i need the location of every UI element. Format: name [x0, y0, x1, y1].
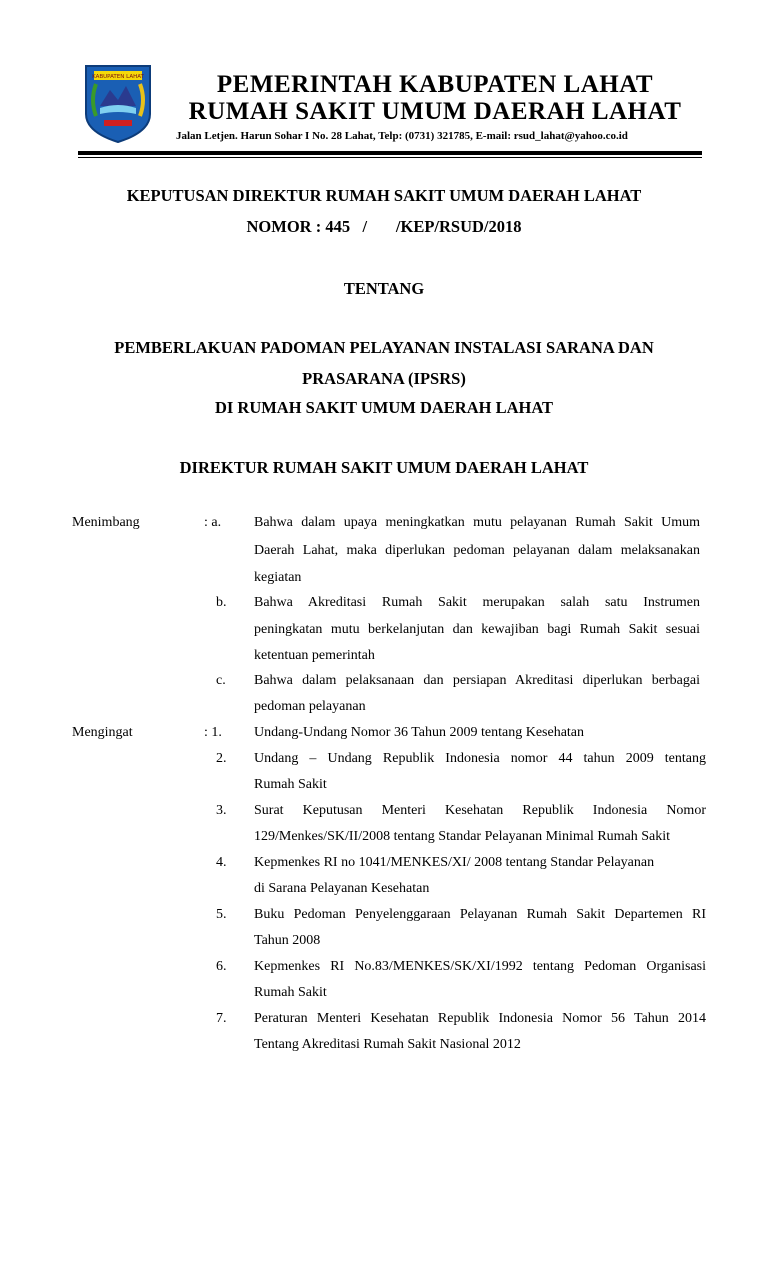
considering-b-line-3: ketentuan pemerintah: [254, 648, 375, 663]
recalling-5-line-2: Tahun 2008: [254, 933, 321, 948]
recalling-5-line-1: Buku Pedoman Penyelenggaraan Pelayanan Rumah Sakit Departemen RI: [254, 907, 706, 922]
decree-about: TENTANG: [343, 279, 425, 298]
considering-a-line-3: kegiatan: [254, 570, 302, 585]
decree-issuer: DIREKTUR RUMAH SAKIT UMUM DAERAH LAHAT: [179, 458, 589, 477]
government-name: PEMERINTAH KABUPATEN LAHAT: [216, 71, 654, 98]
recalling-label: Mengingat: [72, 725, 133, 740]
recalling-marker-1: : 1.: [204, 725, 222, 740]
hospital-address: Jalan Letjen. Harun Sohar I No. 28 Lahat, Telp: (0731) 321785, E-mail: rsud_lahat@yahoo.co.id: [176, 130, 628, 142]
recalling-6-line-1: Kepmenkes RI No.83/MENKES/SK/XI/1992 tentang Pedoman Organisasi: [254, 959, 706, 974]
decree-subject-line-2: PRASARANA (IPSRS): [302, 369, 466, 388]
recalling-marker-3: 3.: [216, 803, 227, 818]
decree-subject-line-1: PEMBERLAKUAN PADOMAN PELAYANAN INSTALASI SARANA DAN: [114, 338, 654, 357]
recalling-2-line-1: Undang – Undang Republik Indonesia nomor 44 tahun 2009 tentang: [254, 751, 706, 766]
recalling-marker-5: 5.: [216, 907, 227, 922]
recalling-4-line-2: di Sarana Pelayanan Kesehatan: [254, 881, 430, 896]
recalling-marker-7: 7.: [216, 1011, 227, 1026]
considering-b-line-1: Bahwa Akreditasi Rumah Sakit merupakan salah satu Instrumen: [254, 595, 700, 610]
recalling-7-line-1: Peraturan Menteri Kesehatan Republik Indonesia Nomor 56 Tahun 2014: [254, 1011, 706, 1026]
considering-b-line-2: peningkatan mutu berkelanjutan dan kewajiban bagi Rumah Sakit sesuai: [254, 622, 700, 637]
decree-subject-line-3: DI RUMAH SAKIT UMUM DAERAH LAHAT: [214, 398, 554, 417]
letterhead-thin-rule: [78, 157, 702, 158]
recalling-marker-6: 6.: [216, 959, 227, 974]
hospital-name: RUMAH SAKIT UMUM DAERAH LAHAT: [188, 98, 682, 125]
considering-label: Menimbang: [72, 515, 140, 530]
regency-crest-icon: [80, 62, 156, 144]
recalling-3-line-1: Surat Keputusan Menteri Kesehatan Republik Indonesia Nomor: [254, 803, 706, 818]
letterhead-thick-rule: [78, 151, 702, 155]
decree-number: NOMOR : 445 / /KEP/RSUD/2018: [246, 217, 522, 236]
considering-a-line-1: Bahwa dalam upaya meningkatkan mutu pelayanan Rumah Sakit Umum: [254, 515, 700, 530]
recalling-marker-2: 2.: [216, 751, 227, 766]
considering-marker-a: : a.: [204, 515, 222, 530]
recalling-1-line-1: Undang-Undang Nomor 36 Tahun 2009 tentang Kesehatan: [254, 725, 585, 740]
recalling-2-line-2: Rumah Sakit: [254, 777, 327, 792]
considering-marker-b: b.: [216, 595, 227, 610]
recalling-marker-4: 4.: [216, 855, 227, 870]
crest-lettering: KABUPATEN LAHAT: [92, 74, 144, 80]
recalling-7-line-2: Tentang Akreditasi Rumah Sakit Nasional 2012: [254, 1037, 521, 1052]
considering-marker-c: c.: [216, 673, 226, 688]
decree-title: KEPUTUSAN DIREKTUR RUMAH SAKIT UMUM DAERAH LAHAT: [126, 186, 642, 205]
recalling-3-line-2: 129/Menkes/SK/II/2008 tentang Standar Pelayanan Minimal Rumah Sakit: [254, 829, 671, 844]
considering-c-line-1: Bahwa dalam pelaksanaan dan persiapan Akreditasi diperlukan berbagai: [254, 673, 700, 688]
considering-a-line-2: Daerah Lahat, maka diperlukan pedoman pelayanan dalam melaksanakan: [254, 543, 700, 558]
recalling-6-line-2: Rumah Sakit: [254, 985, 327, 1000]
considering-c-line-2: pedoman pelayanan: [254, 699, 366, 714]
recalling-4-line-1: Kepmenkes RI no 1041/MENKES/XI/ 2008 tentang Standar Pelayanan: [254, 855, 655, 870]
